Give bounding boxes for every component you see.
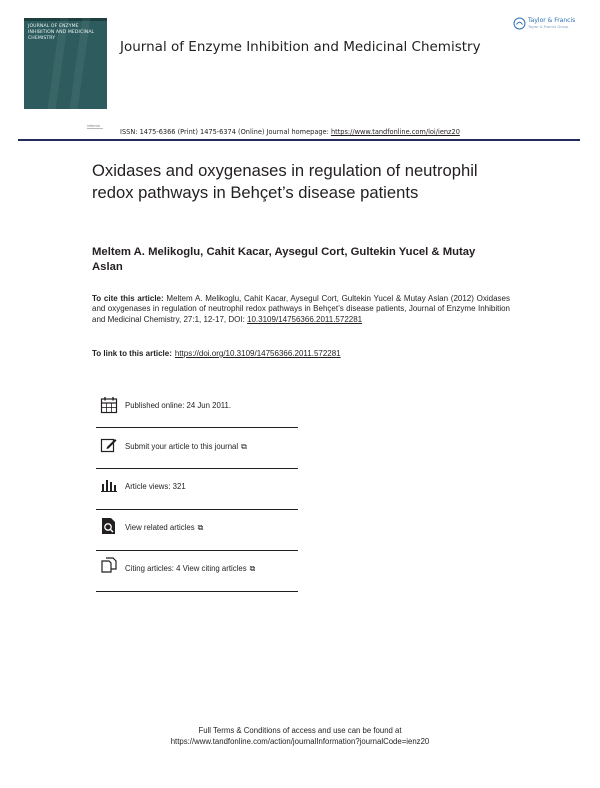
journal-name: Journal of Enzyme Inhibition and Medicinal Chemistry <box>120 39 481 55</box>
article-title: Oxidases and oxygenases in regulation of neutrophil redox pathways in Behçet’s disease patients <box>92 161 478 202</box>
article-doi-link[interactable]: https://doi.org/10.3109/14756366.2011.572281 <box>174 349 341 358</box>
publisher-logo-icon <box>513 17 526 30</box>
journal-homepage-link[interactable]: https://www.tandfonline.com/loi/ienz20 <box>330 128 460 136</box>
panel-divider <box>96 427 298 428</box>
calendar-icon <box>100 396 118 414</box>
copy-documents-icon <box>100 557 118 575</box>
related-label <box>125 523 203 533</box>
issn-line <box>120 128 460 136</box>
citing-label <box>125 564 255 574</box>
citing-articles-link[interactable] <box>96 554 298 594</box>
citing-text: Citing articles: 4 View citing articles <box>125 564 247 573</box>
external-link-icon: ⧉ <box>249 564 256 573</box>
submit-label <box>125 442 247 452</box>
footer-terms: Full Terms & Conditions of access and use can be found at <box>198 726 402 735</box>
cite-text: Meltem A. Melikoglu, Cahit Kacar, Aysegul Cort, Gultekin Yucel & Mutay Aslan (2012) Oxidases and oxygenases in regulation of neutrophil redox pathways in Behçet’s disease patients, Journal of Enzyme Inhibition and Medicinal Chemistry, 27:1, 12-17, DOI: <box>92 294 510 324</box>
external-link-icon: ⧉ <box>241 442 247 451</box>
header-rule <box>18 139 580 141</box>
footer-terms-link[interactable]: https://www.tandfonline.com/action/journalInformation?journalCode=ienz20 <box>170 736 430 746</box>
link-label: To link to this article: <box>92 349 172 358</box>
submit-article-link[interactable] <box>96 431 298 471</box>
publisher-sub: Taylor & Francis Group <box>528 25 569 29</box>
panel-divider <box>96 550 298 551</box>
external-link-icon: ⧉ <box>197 523 204 532</box>
citation-block <box>92 294 510 325</box>
panel-divider <box>96 591 298 592</box>
panel-divider <box>96 468 298 469</box>
article-authors: Meltem A. Melikoglu, Cahit Kacar, Aysegul Cort, Gultekin Yucel & Mutay Aslan <box>92 246 476 273</box>
journal-cover <box>24 18 107 109</box>
informa-mark: informa <box>87 124 100 128</box>
issn-text: ISSN: 1475-6366 (Print) 1475-6374 (Online) Journal homepage: <box>120 128 331 136</box>
published-online <box>96 391 298 431</box>
cover-title: JOURNAL OF ENZYME INHIBITION AND MEDICINAL CHEMISTRY <box>28 24 95 42</box>
article-link-line <box>92 349 341 359</box>
cite-doi-link[interactable]: 10.3109/14756366.2011.572281 <box>247 314 363 324</box>
publisher-brand: Taylor & Francis <box>528 17 576 24</box>
published-label: Published online: 24 Jun 2011. <box>125 401 232 410</box>
views-label: Article views: 321 <box>125 482 186 491</box>
related-articles-link[interactable] <box>96 513 298 553</box>
document-search-icon <box>100 517 118 535</box>
article-views <box>96 472 298 512</box>
informa-rule <box>87 128 103 129</box>
publisher-logo <box>513 16 583 38</box>
cite-label: To cite this article: <box>92 294 164 303</box>
panel-divider <box>96 509 298 510</box>
bar-chart-icon <box>100 476 118 494</box>
submit-text: Submit your article to this journal <box>125 442 239 451</box>
related-text: View related articles <box>125 523 195 532</box>
edit-icon <box>100 436 118 454</box>
footer <box>0 726 600 747</box>
